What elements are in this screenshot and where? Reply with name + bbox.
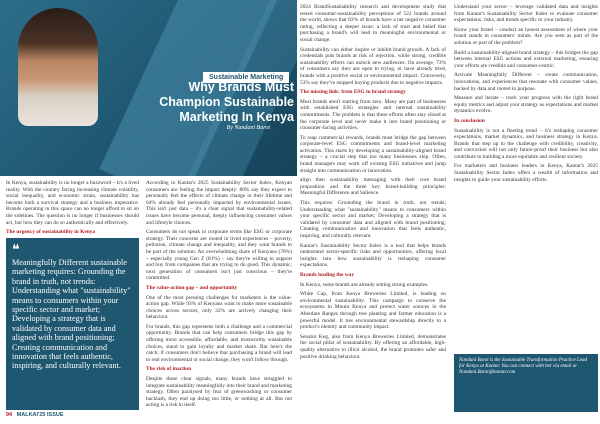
body-paragraph: To reap commercial rewards, brands must bridge the gap between corporate-level ESG commitments and brand-level marketing activation. This starts by developing a sustainability-aligned brand strategy – a crucial step that too many businesses skip. Often, brand managers may work off existing ESG initiatives and jump straight into communication or innovation. <box>300 134 446 174</box>
section-heading: Brands leading the way <box>300 271 355 278</box>
body-paragraph: In Kenya, sustainability is no longer a buzzword – it's a lived reality. With the country facing increasing climate volatility, social inequality, and economic strain, sustainability has become both a survival strategy and a business imperative. Brands operating in this space can no longer afford to sit on the sidelines. The question is no longer if businesses should act, but how they can do so authentically and effectively. <box>6 180 139 226</box>
column-6 <box>454 4 598 350</box>
body-paragraph: Activate Meaningfully Different – create communication, innovations, and experiences that resonate with consumer values, backed by data and rooted in purpose. <box>454 72 598 92</box>
section-heading: In conclusion <box>454 117 485 124</box>
byline: By Nandani Barot <box>226 125 270 131</box>
body-paragraph: align their sustainability messaging with their core brand proposition and the three key brand-building principles: Meaningful Difference and Salience. <box>300 177 446 197</box>
body-paragraph: Most brands aren't starting from zero. Many are part of businesses with established ESG strategies and internal sustainability commitments. The problem is that these efforts often stay siloed at the corporate level and never make it into brand positioning or consumer-facing activities. <box>300 98 446 132</box>
body-paragraph: One of the most pressing challenges for marketers is the value-action gap. While 93% of Kenyans want to make more sustainable choices across sectors, only 32% are actively changing their behaviour. <box>146 294 292 321</box>
hero-banner <box>0 0 297 176</box>
body-paragraph: Consumers do not speak in corporate terms like ESG or corporate strategy. Their concerns are rooted in lived experiences – poverty, pollution, climate change and inequality, and they want brands to be part of the solution. An overwhelming share of Kenyans (78%) – especially young Gen Z (81%) – say they're willing to support and buy from companies that are trying to do good. This dynamic, next generation of consumers isn't just conscious – they're committed. <box>146 229 292 282</box>
body-paragraph: For marketers and business leaders in Kenya, Kantar's 2025 Sustainability Sector Index offers a wealth of information and insights to guide your sustainability efforts. <box>454 163 598 183</box>
quote-mark-icon: ❝ <box>12 243 20 258</box>
body-paragraph: Sustainability is not a fleeting trend – it's reshaping consumer expectations, market dynamics, and business strategy in Kenya. Brands that step up to the challenge with credibility, creativity, and conviction will not only future-proof their business but also contribute to building a more equitable and resilient society. <box>454 127 598 160</box>
body-paragraph: Understand your sector – leverage validated data and insights from Kantar's Sustainability Sector Index to evaluate consumer expectations, risks, and trends specific to your industry. <box>454 4 598 24</box>
pull-quote <box>6 238 139 410</box>
body-paragraph: In Kenya, some brands are already setting strong examples. <box>300 281 429 288</box>
body-paragraph: Measure and iterate – track your progress with the right brand equity metrics and adjust your strategy as expectations and market dynamics evolve. <box>454 95 598 115</box>
body-paragraph: Build a sustainability-aligned brand strategy – this bridges the gap between internal ESG actions and external marketing, ensuring your efforts are credible and consumer-centric. <box>454 49 598 69</box>
body-paragraph: Despite these clear signals, many brands have struggled to integrate sustainability meaningfully into their brand and marketing strategy. Often paralysed by fear of greenwashing or consumer backlash, they end up doing too little, or nothing at all. But not acting is a risk in itself. <box>146 376 292 409</box>
author-bio: Nandani Barot is the Sustainable Transformation Practice Lead for Kenya at Kantar. You can connect with her via email at Nandani.Barot@kantar.com <box>454 354 598 412</box>
section-heading: The value-action gap – and opportunity <box>146 284 238 291</box>
body-paragraph: Know your brand – conduct an honest assessment of where your brand stands in consumers' minds. Are you seen as part of the solution or part of the problem? <box>454 26 598 46</box>
article-headline: Why Brands Must Champion Sustainable Marketing In Kenya <box>159 80 294 124</box>
column-4 <box>300 4 446 412</box>
section-heading: The risk of inaction <box>146 366 192 373</box>
body-paragraph: According to Kantar's 2025 Sustainability Sector Index, Kenyan consumers are feeling the impact deeply: 80% say they expect to personally feel the effects of climate change in their lifetime and 64% already feel personally impacted by environmental issues. This isn't just data – it's a clear signal that sustainability-related issues have become personal, deeply influencing consumer values and lifestyle choices. <box>146 180 292 226</box>
body-paragraph: Senator Keg, also from Kenya Breweries Limited, demonstrates the social pillar of sustainability. By offering an affordable, high-quality alternative to illicit alcohol, the brand promotes safer and positive drinking behaviour. <box>300 333 446 360</box>
author-portrait <box>18 8 98 126</box>
section-heading: The urgency of sustainability in Kenya <box>6 229 96 236</box>
pull-quote-text: Meaningfully Different sustainable marketing requires: Grounding the brand in truth, not trends: Understanding what "sustainability" means to consumers within your specific sector and market; Developing a strategy that is validated by consumer data and aligned with brand positioning; Creating communication and innovation that feels authentic, inspiring, and culturally relevant. <box>12 258 131 371</box>
section-tag: Sustainable Marketing <box>203 72 289 83</box>
body-paragraph: Kantar's Sustainability Sector Index is a tool that helps brands understand sector-specific risks and opportunities, offering local insights into how sustainability is reshaping consumer expectations. <box>300 242 446 269</box>
body-paragraph: White Cap, from Kenya Breweries Limited, is leading on environmental sustainability. This campaign to conserve the ecosystems in Mount Kenya and protect water sources in the Aberdare Ranges through tree planting and farmer education is a powerful model. It ties environmental stewardship directly to a product's identity and community impact. <box>300 291 446 331</box>
issue-label: MALKAI'25 ISSUE <box>16 412 64 418</box>
body-paragraph: For brands, this gap represents both a challenge and a commercial opportunity. Brands that can help consumers bridge this gap by offering more accessible, affordable, and trustworthy sustainable choices, stand to gain loyalty and market share. But here's the catch: if consumers don't believe that purchasing a brand will lead to real environmental or social change, they won't follow through. <box>146 323 292 363</box>
body-paragraph: This requires: Grounding the brand in truth, not trends; Understanding what "sustainability" means to consumers within your specific sector and market; Developing a strategy that is validated by consumer data and aligned with brand positioning; Creating communication and innovation that feels authentic, inspiring, and culturally relevant. <box>300 200 446 239</box>
column-2 <box>146 180 292 412</box>
page-footer <box>6 412 64 418</box>
body-paragraph: 2024 BrandSustainability research and development study that tested consumer-sustainability perceptions of 522 brands around the world, shows that 83% of brands have a net negative consumer rating, reflecting a deeper issue: a lack of trust and belief that purchasing a brand's will lead to meaningful environmental or social change. <box>300 4 446 43</box>
body-paragraph: Sustainability can either inspire or inhibit brand growth. A lack of credentials puts brands at risk of rejection, while strong, credible sustainability efforts can unlock new audiences. On average, 73% of consumers say they are open to trying, or have already tried, brands with a positive social or environmental impact. Conversely, 53% say they've stopped buying products due to negative impacts. <box>300 46 446 86</box>
page-number: 94 <box>6 412 13 418</box>
column-1 <box>6 180 139 236</box>
section-heading: The missing link: from ESG to brand strategy <box>300 89 406 96</box>
